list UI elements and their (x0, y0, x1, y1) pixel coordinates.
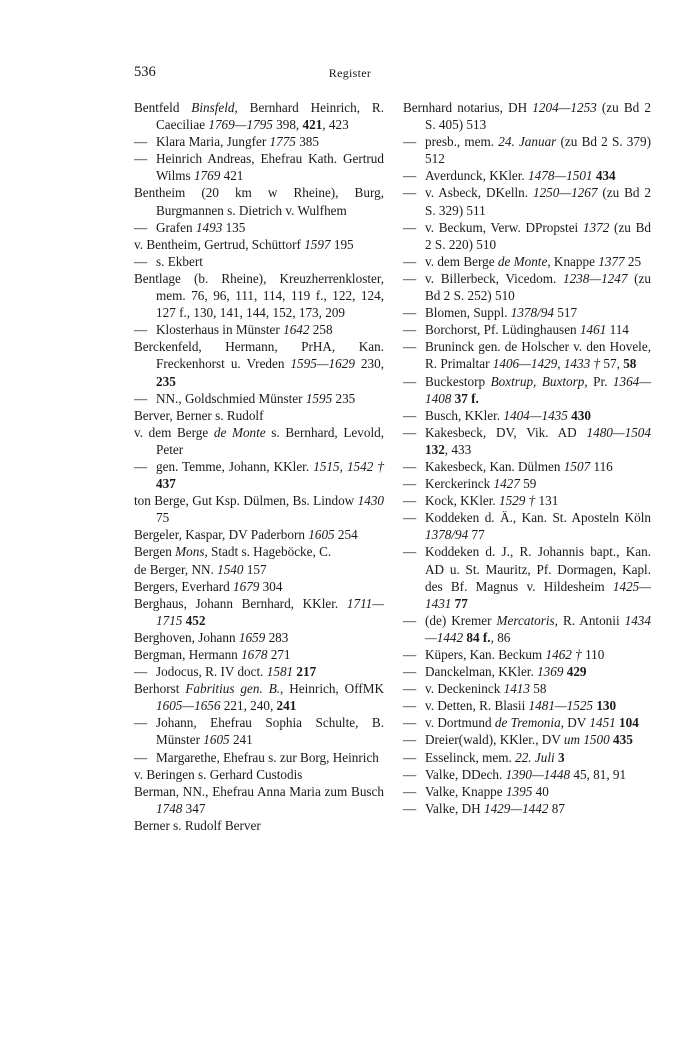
entry-text: Berver, Berner s. Rudolf (134, 407, 264, 423)
italic-text: 1413 (503, 681, 530, 697)
index-subentry (134, 133, 384, 150)
index-column-left (134, 99, 384, 834)
bold-page-ref: 435 (613, 732, 633, 748)
entry-text: Klosterhaus in Münster (156, 322, 284, 338)
italic-text: 24. Januar (498, 134, 557, 150)
subentry-dash: — (134, 134, 148, 150)
italic-text: 1406—1429, 1433 † (492, 356, 601, 372)
entry-text: , R. Antonii (554, 612, 625, 628)
italic-text: 1529 † (498, 493, 536, 509)
italic-text: 1769—1795 (208, 117, 273, 133)
entry-text: Klara Maria, Jungfer (156, 134, 270, 150)
index-entry (134, 492, 384, 526)
entry-text: v. Deckeninck (425, 681, 504, 697)
subentry-dash: — (134, 322, 148, 338)
entry-text: (zu Bd 2 S. 379) 512 (425, 134, 651, 167)
index-subentry (134, 219, 384, 236)
italic-text: Mercatoris (496, 612, 555, 628)
entry-text: 517 (553, 305, 578, 321)
index-subentry (403, 338, 651, 372)
index-entry (134, 561, 384, 578)
entry-text: Bentfeld (134, 100, 192, 115)
entry-text: v. Dortmund (425, 715, 495, 731)
entry-text: (zu Bd 2 S. 220) 510 (425, 219, 651, 252)
entry-text: Valke, Knappe (425, 783, 506, 799)
italic-text: 1515, 1542 † (313, 458, 384, 474)
entry-text: v. Bentheim, Gertrud, Schüttorf (134, 236, 305, 252)
index-subentry (134, 150, 384, 184)
entry-text: 230, (354, 356, 384, 372)
entry-text: 77 (468, 527, 485, 543)
entry-text: v. dem Berge (425, 253, 498, 269)
subentry-dash: — (403, 612, 417, 628)
entry-text: (de) Kremer (425, 612, 497, 628)
entry-text: Berhorst (134, 681, 186, 697)
index-subentry (403, 133, 651, 167)
entry-text: Kerckerinck (425, 476, 494, 492)
entry-text: v. Beckum, Verw. DPropstei (425, 219, 583, 235)
italic-text: 1395 (505, 783, 533, 799)
entry-text: 258 (309, 322, 333, 338)
index-subentry (403, 458, 651, 475)
italic-text: 1659 (238, 629, 266, 645)
index-subentry (403, 612, 651, 646)
entry-text: 116 (590, 458, 613, 474)
index-subentry (403, 766, 651, 783)
entry-text: Bruninck gen. de Holscher v. den Hovele, R. Primaltar (425, 339, 651, 372)
subentry-dash: — (134, 219, 148, 235)
entry-text: Berghoven, Johann (134, 629, 239, 645)
subentry-dash: — (403, 305, 417, 321)
index-subentry (134, 458, 384, 492)
index-subentry (403, 697, 651, 714)
index-entry (134, 543, 384, 560)
index-subentry (403, 749, 651, 766)
italic-text: 1605 (203, 732, 230, 748)
bold-page-ref: 104 (619, 715, 639, 731)
entry-text: Danckelman, KKler. (425, 664, 538, 680)
entry-text: 45, 81, 91 (570, 766, 627, 782)
subentry-dash: — (134, 151, 148, 167)
entry-text: , Bernhard Heinrich, R. Caeciliae (156, 100, 384, 133)
italic-text: 1461 (579, 322, 607, 338)
subentry-dash: — (403, 800, 417, 816)
subentry-dash: — (134, 390, 148, 406)
index-subentry (403, 800, 651, 817)
entry-text: s. Bernhard, Levold, Peter (156, 424, 385, 457)
index-subentry (403, 543, 651, 611)
bold-page-ref: 235 (156, 373, 176, 389)
entry-text: 40 (532, 783, 549, 799)
entry-text: 398, (272, 117, 303, 133)
italic-text: 1711—1715 (156, 595, 384, 628)
italic-text: 1378/94 (425, 527, 469, 543)
entry-text: 241 (229, 732, 253, 748)
entry-text: Bergers, Everhard (134, 578, 233, 594)
running-head: Register (328, 66, 372, 80)
entry-text: , DV (560, 715, 590, 731)
subentry-dash: — (403, 647, 417, 662)
bold-page-ref: 437 (156, 476, 176, 492)
entry-text: , Pr. (584, 373, 613, 389)
index-subentry (134, 253, 384, 270)
index-entry (134, 783, 384, 817)
entry-text: , Heinrich, OffMK (280, 681, 384, 697)
italic-text: 1748 (156, 800, 183, 816)
index-subentry (403, 407, 651, 424)
index-subentry (134, 321, 384, 338)
index-subentry (403, 646, 651, 663)
entry-text: 347 (182, 800, 206, 816)
entry-text: 114 (606, 322, 629, 338)
italic-text: 1204—1253 (532, 100, 597, 115)
entry-text: Bentheim (20 km w Rheine), Burg, Burgmannen s. Dietrich v. Wulfhem (134, 185, 384, 218)
index-subentry (134, 390, 384, 407)
italic-text: 1238—1247 (562, 270, 628, 286)
entry-text: gen. Temme, Johann, KKler. (156, 458, 314, 474)
entry-text: Küpers, Kan. Beckum (425, 647, 546, 662)
entry-text: ton Berge, Gut Ksp. Dülmen, Bs. Lindow (134, 493, 358, 509)
entry-text: Koddeken d. J., R. Johannis bapt., Kan. AD u. St. Mauritz, Pf. Dormagen, Kapl. des Bf. Magnus v. Hildesheim (425, 544, 651, 594)
italic-text: 1364—1408 (425, 373, 651, 406)
italic-text: 1429—1442 (483, 800, 549, 816)
entry-text: 110 (581, 647, 605, 662)
entry-text: 25 (624, 253, 642, 269)
page-number: 536 (134, 64, 156, 80)
index-subentry (403, 714, 651, 731)
italic-text: 1434—1442 (425, 612, 651, 645)
index-entry (134, 270, 384, 321)
entry-text: 235 (332, 390, 356, 406)
italic-text: 1378/94 (510, 305, 554, 321)
index-subentry (134, 663, 384, 680)
entry-text: Bernhard notarius, DH (403, 100, 533, 115)
entry-text: v. Asbeck, DKelln. (425, 185, 533, 201)
index-subentry (403, 475, 651, 492)
subentry-dash: — (403, 510, 417, 526)
bold-page-ref: 421 (302, 117, 323, 133)
index-entry (134, 817, 384, 834)
index-subentry (403, 509, 651, 543)
subentry-dash: — (403, 476, 417, 492)
entry-text: Buckestorp (425, 373, 491, 389)
entry-text: 135 (222, 219, 246, 235)
subentry-dash: — (403, 168, 417, 184)
bold-page-ref: 3 (557, 749, 565, 765)
entry-text: Borchorst, Pf. Lüdinghausen (425, 322, 580, 338)
index-subentry (403, 492, 651, 509)
entry-text: , 423 (322, 117, 349, 133)
index-entry (134, 680, 384, 714)
index-subentry (403, 321, 651, 338)
entry-text: 195 (330, 236, 354, 252)
subentry-dash: — (403, 698, 417, 714)
entry-text: Bergeler, Kaspar, DV Paderborn (134, 527, 309, 543)
italic-text: de Monte (497, 253, 548, 269)
entry-text: Bergen (134, 544, 176, 560)
entry-text: 283 (265, 629, 289, 645)
index-subentry (403, 253, 651, 270)
italic-text: 1595 (305, 390, 333, 406)
entry-text: Johann, Ehefrau Sophia Schulte, B. Münster (156, 715, 384, 748)
index-subentry (403, 219, 651, 253)
index-entry (134, 338, 384, 389)
italic-text: 1430 (357, 493, 384, 509)
entry-text: , 86 (490, 629, 511, 645)
subentry-dash: — (403, 424, 417, 440)
entry-text: Koddeken d. Ä., Kan. St. Aposteln Köln (425, 510, 651, 526)
entry-text: v. Beringen s. Gerhard Custodis (134, 766, 303, 782)
subentry-dash: — (403, 322, 417, 338)
subentry-dash: — (403, 544, 417, 560)
entry-text: Blomen, Suppl. (425, 305, 511, 321)
subentry-dash: — (134, 749, 148, 765)
subentry-dash: — (403, 134, 417, 150)
index-subentry (403, 270, 651, 304)
entry-text: , Knappe (547, 253, 599, 269)
index-subentry (403, 663, 651, 680)
entry-text: Valke, DDech. (425, 766, 506, 782)
subentry-dash: — (134, 458, 148, 474)
entry-text: Valke, DH (425, 800, 484, 816)
index-entry (134, 424, 384, 458)
index-entry (403, 99, 651, 133)
subentry-dash: — (134, 715, 148, 731)
index-entry (134, 99, 384, 133)
bold-page-ref: 452 (185, 612, 206, 628)
subentry-dash: — (403, 185, 417, 201)
subentry-dash: — (403, 407, 417, 423)
entry-text: 304 (259, 578, 283, 594)
index-entry (134, 595, 384, 629)
subentry-dash: — (403, 766, 417, 782)
entry-text: Grafen (156, 219, 196, 235)
index-subentry (134, 749, 384, 766)
index-subentry (403, 680, 651, 697)
bold-page-ref: 429 (566, 664, 587, 680)
bold-page-ref: 77 (454, 595, 468, 611)
italic-text: 1642 (283, 322, 310, 338)
entry-text: Heinrich Andreas, Ehefrau Kath. Gertrud Wilms (156, 151, 384, 184)
bold-page-ref: 241 (276, 698, 297, 714)
italic-text: 1493 (195, 219, 223, 235)
bold-page-ref: 58 (623, 356, 637, 372)
index-subentry (134, 714, 384, 748)
entry-text: 421 (220, 168, 244, 184)
italic-text: 1250—1267 (532, 185, 598, 201)
subentry-dash: — (403, 732, 417, 748)
subentry-dash: — (403, 270, 417, 286)
italic-text: 1390—1448 (505, 766, 571, 782)
italic-text: 1372 (582, 219, 610, 235)
italic-text: de Monte (213, 424, 266, 440)
entry-text: 57, (600, 356, 624, 372)
subentry-dash: — (403, 664, 417, 680)
subentry-dash: — (403, 219, 417, 235)
italic-text: 1769 (193, 168, 221, 184)
subentry-dash: — (403, 458, 417, 474)
entry-text: Esselinck, mem. (425, 749, 516, 765)
entry-text: Averdunck, KKler. (425, 168, 529, 184)
subentry-dash: — (403, 253, 417, 269)
entry-text: Berghaus, Johann Bernhard, KKler. (134, 595, 347, 611)
italic-text: 1427 (493, 476, 520, 492)
entry-text: Berman, NN., Ehefrau Anna Maria zum Busch (134, 783, 384, 799)
entry-text: Bentlage (b. Rheine), Kreuzherrenkloster, mem. 76, 96, 111, 114, 119 f., 122, 124, 127 f., 130, 141, 144, 152, 173, 209 (134, 270, 384, 321)
italic-text: 1540 (217, 561, 244, 577)
subentry-dash: — (403, 783, 417, 799)
italic-text: 1425—1431 (425, 578, 651, 611)
subentry-dash: — (403, 749, 417, 765)
italic-text: 22. Juli (515, 749, 555, 765)
entry-text: Busch, KKler. (425, 407, 504, 423)
bold-page-ref: 430 (571, 407, 591, 423)
entry-text: , 433 (444, 441, 472, 457)
italic-text: Fabritius gen. B. (185, 681, 281, 697)
index-subentry (403, 304, 651, 321)
bold-page-ref: 132 (425, 441, 445, 457)
bold-page-ref: 434 (595, 168, 616, 184)
entry-text: Berner s. Rudolf Berver (134, 817, 261, 833)
entry-text: v. Detten, R. Blasii (425, 698, 529, 714)
italic-text: de Tremonia (494, 715, 561, 731)
entry-text: v. dem Berge (134, 424, 214, 440)
bold-page-ref: 37 f. (454, 390, 479, 406)
subentry-dash: — (403, 339, 417, 355)
entry-text: Kakesbeck, Kan. Dülmen (425, 458, 564, 474)
entry-text: 59 (519, 476, 537, 492)
italic-text: 1481—1525 (528, 698, 594, 714)
index-subentry (403, 731, 651, 748)
italic-text: 1605—1656 (156, 698, 221, 714)
bold-page-ref: 130 (596, 698, 617, 714)
italic-text: 1480—1504 (586, 424, 651, 440)
italic-text: 1369 (537, 664, 564, 680)
index-subentry (403, 184, 651, 218)
italic-text: 1597 (304, 236, 331, 252)
entry-text: Dreier(wald), KKler., DV (425, 732, 564, 748)
entry-text: (zu Bd 2 S. 329) 511 (425, 185, 651, 218)
bold-page-ref: 84 f. (466, 629, 491, 645)
entry-text: 58 (529, 681, 547, 697)
index-subentry (403, 373, 651, 407)
italic-text: 1581 (266, 664, 294, 680)
entry-text: Margarethe, Ehefrau s. zur Borg, Heinrich (156, 749, 379, 765)
index-entry (134, 184, 384, 218)
entry-text: 157 (243, 561, 267, 577)
entry-text: Jodocus, R. IV doct. (156, 664, 267, 680)
index-column-right (403, 99, 651, 817)
italic-text: 1377 (598, 253, 625, 269)
subentry-dash: — (403, 373, 417, 389)
entry-text: 271 (267, 647, 291, 662)
subentry-dash: — (134, 253, 148, 269)
entry-text: Berckenfeld, Hermann, PrHA, Kan. Freckenhorst u. Vreden (134, 339, 384, 372)
entry-text: (zu Bd 2 S. 252) 510 (425, 270, 651, 304)
index-entry (134, 629, 384, 646)
italic-text: Mons (175, 544, 205, 560)
entry-text: 221, 240, (220, 698, 277, 714)
entry-text: de Berger, NN. (134, 561, 218, 577)
entry-text: Bergman, Hermann (134, 647, 242, 662)
italic-text: Binsfeld (191, 100, 235, 115)
index-entry (134, 407, 384, 424)
entry-text: 75 (156, 510, 170, 526)
italic-text: 1462 † (545, 647, 582, 662)
entry-text: Kock, KKler. (425, 493, 499, 509)
entry-text: s. Ekbert (156, 253, 203, 269)
entry-text: , Stadt s. Hageböcke, C. (204, 544, 332, 560)
index-entry (134, 526, 384, 543)
entry-text: presb., mem. (425, 134, 499, 150)
italic-text: 1404—1435 (503, 407, 568, 423)
subentry-dash: — (403, 493, 417, 509)
bold-page-ref: 217 (296, 664, 317, 680)
subentry-dash: — (403, 681, 417, 697)
entry-text: Kakesbeck, DV, Vik. AD (425, 424, 587, 440)
index-entry (134, 766, 384, 783)
italic-text: 1507 (563, 458, 591, 474)
entry-text: NN., Goldschmied Münster (156, 390, 306, 406)
italic-text: um 1500 (563, 732, 610, 748)
italic-text: Boxtrup, Buxtorp (490, 373, 585, 389)
index-entry (134, 236, 384, 253)
entry-text: (zu Bd 2 S. 405) 513 (425, 100, 651, 133)
subentry-dash: — (403, 715, 417, 731)
subentry-dash: — (134, 664, 148, 680)
entry-text: 131 (535, 493, 559, 509)
italic-text: 1478—1501 (528, 168, 593, 184)
entry-text: 385 (295, 134, 319, 150)
entry-text: 254 (334, 527, 358, 543)
index-subentry (403, 783, 651, 800)
italic-text: 1678 (241, 647, 268, 662)
index-entry (134, 578, 384, 595)
entry-text: 87 (548, 800, 565, 816)
italic-text: 1679 (233, 578, 260, 594)
entry-text: v. Billerbeck, Vicedom. (425, 270, 563, 286)
italic-text: 1775 (269, 134, 296, 150)
index-subentry (403, 424, 651, 458)
italic-text: 1451 (589, 715, 616, 731)
italic-text: 1595—1629 (290, 356, 355, 372)
index-entry (134, 646, 384, 663)
italic-text: 1605 (308, 527, 335, 543)
index-subentry (403, 167, 651, 184)
